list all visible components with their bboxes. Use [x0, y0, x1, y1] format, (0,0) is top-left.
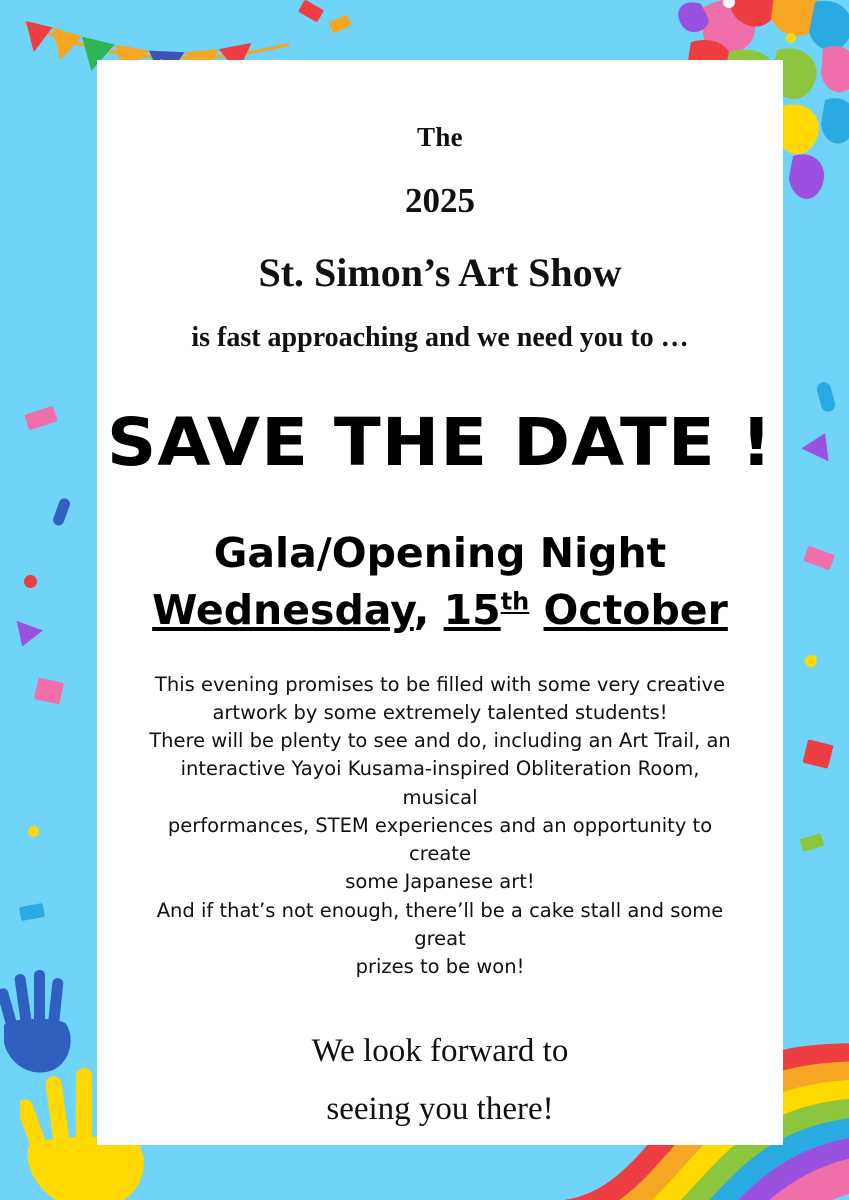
confetti-piece — [24, 575, 37, 588]
confetti-piece — [24, 406, 57, 430]
confetti-piece — [803, 546, 835, 571]
closing-line-1: We look forward to — [311, 1033, 569, 1070]
description-line: And if that’s not enough, there’ll be a cake stall and some great — [156, 898, 724, 950]
event-date-number: 15 — [443, 586, 501, 635]
description-line: performances, STEM experiences and an opportunity to create — [167, 813, 713, 866]
description-line: prizes to be won! — [355, 955, 525, 979]
heading-year: 2025 — [405, 181, 475, 220]
heading-subtitle: is fast approaching and we need you to … — [191, 322, 689, 353]
event-day: Wednesday — [152, 586, 414, 635]
confetti-piece — [52, 497, 72, 527]
event-month: October — [543, 586, 728, 635]
blue-handprint-decoration — [0, 960, 95, 1080]
confetti-piece — [802, 739, 833, 769]
confetti-piece — [9, 621, 43, 651]
description-line: artwork by some extremely talented students! — [212, 700, 668, 724]
event-comma: , — [413, 586, 430, 635]
description-line: This evening promises to be filled with some very creative — [154, 672, 726, 696]
description-line: interactive Yayoi Kusama-inspired Obliteration Room, musical — [180, 757, 700, 809]
closing-message — [115, 1023, 765, 1139]
description-line: There will be plenty to see and do, including an Art Trail, an — [149, 729, 731, 753]
description-line: some Japanese art! — [345, 870, 535, 894]
poster-card — [97, 60, 783, 1145]
event-details — [115, 528, 765, 637]
confetti-piece — [34, 678, 64, 705]
confetti-piece — [801, 427, 838, 461]
event-date — [152, 585, 728, 636]
confetti-piece — [800, 833, 825, 852]
confetti-piece — [815, 381, 836, 414]
closing-line-2: seeing you there! — [326, 1091, 554, 1128]
heading-the: The — [417, 122, 463, 152]
confetti-piece — [28, 826, 39, 837]
confetti-piece — [19, 903, 45, 921]
event-date-suffix: th — [500, 587, 530, 616]
confetti-piece — [298, 0, 324, 23]
confetti-piece — [328, 14, 351, 33]
poster-content — [97, 122, 783, 1139]
event-name: Gala/Opening Night — [213, 529, 667, 577]
page-title: St. Simon’s Art Show — [258, 250, 622, 295]
save-the-date-headline: SAVE THE DATE ! — [106, 404, 774, 481]
event-description — [115, 671, 765, 982]
confetti-piece — [805, 655, 817, 667]
